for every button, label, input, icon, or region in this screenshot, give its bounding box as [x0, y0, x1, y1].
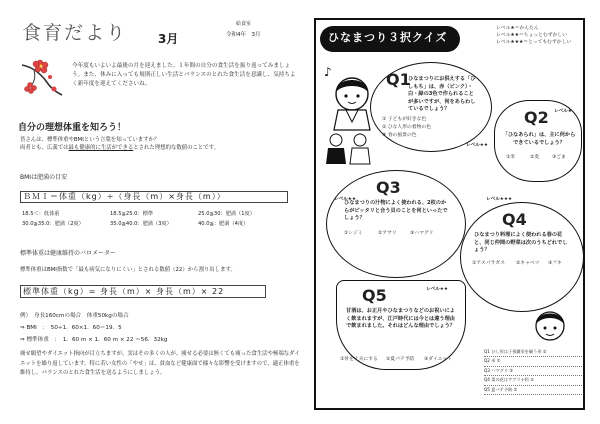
- ideal-text-a: 両者とも、広義では: [20, 145, 69, 151]
- legend-item: レベル★★★＝とってもむずかしい: [496, 40, 572, 45]
- q3-option: ②アサリ: [378, 231, 397, 236]
- legend-item: レベル★＝かんたん: [496, 26, 539, 31]
- q3-option: ①シジミ: [344, 231, 363, 236]
- example-block: [20, 310, 167, 346]
- ideal-text-b: とされた理想的な数値のことです。: [133, 145, 220, 151]
- page-title: 食育だより: [22, 22, 128, 44]
- q4-option: ①アスパラガス: [472, 261, 505, 266]
- q1-question: ひなまつりにお供えする「ひしもち」は、赤（ピンク）・白・緑の3色で作られることが多いですが、何をあらわしているでしょう？: [408, 76, 476, 112]
- answer-item: Q3 ハマグリ ③: [484, 367, 582, 376]
- answer-item: Q2 米 ①: [484, 357, 582, 366]
- q5-level: レベル★★: [426, 287, 449, 292]
- bmi-cell: 35.0≦40.0：肥満（3度）: [110, 221, 172, 227]
- q5-number: Q5: [362, 286, 387, 305]
- legend-item: レベル★★＝ちょっとむずかしい: [496, 33, 567, 38]
- q4-option: ②キャベツ: [516, 261, 540, 266]
- q1-option: ③ 春の風景の色: [382, 133, 417, 138]
- bmi-row: [22, 209, 302, 219]
- q5-option: ③ダイエット: [424, 357, 452, 362]
- q2-level: レベル★: [554, 109, 572, 114]
- answer-item: Q4 菜の花はアブラナ科 ②: [484, 376, 582, 385]
- svg-text:♪: ♪: [324, 65, 332, 79]
- bmi-formula-box: ＢＭＩ＝体重（kg）÷（身長（m）×身長（m））: [20, 191, 288, 203]
- ideal-weight-line-2: [20, 144, 300, 152]
- bmi-table: [22, 209, 302, 229]
- standard-weight-desc: 標準体重はBMI指数で「最も病気になりにくい」とされる数値（22）から割り出します。: [20, 267, 236, 273]
- quiz-title: ひなまつり３択クイズ: [328, 31, 448, 44]
- example-line: ⇒ BMI ： 50÷1．60×1．60＝19．5: [20, 325, 122, 331]
- hina-dolls-icon: [324, 130, 372, 166]
- bmi-heading: BMIは肥満の目安: [20, 174, 68, 181]
- month-label: 3月: [158, 32, 179, 46]
- q3-number: Q3: [376, 178, 401, 197]
- bmi-cell: 40.0≦：肥満（4度）: [198, 221, 249, 227]
- q3-level: レベル★★: [334, 197, 357, 202]
- hina-girl-icon: [322, 62, 376, 132]
- bmi-cell: 18.5＜：低体重: [22, 211, 60, 217]
- q1-level: レベル★★: [466, 143, 489, 148]
- q4-level: レベル★★★: [486, 197, 513, 202]
- q2-question: 「ひなあられ」は、主に何から できているでしょう？: [502, 132, 576, 146]
- intro-text: 今年度もいよいよ最後の月を迎えました。１年間の自分の食生活を振り返ってみましょう。また、休みに入っても規則正しい生活とバランスのとれた食生活を意識し、気持ちよく新年度を迎えてくださいね。: [72, 63, 296, 87]
- example-line: 例） 身長160cmの場合 体重50kgの場合: [20, 313, 129, 319]
- q3-option: ③ハマグリ: [410, 231, 434, 236]
- q4-number: Q4: [502, 210, 527, 229]
- quiz-panel: [314, 18, 585, 410]
- bmi-cell: 30.0≦35.0：肥満（2度）: [22, 221, 84, 227]
- q1-number: Q1: [386, 70, 411, 89]
- q4-question: ひなまつり料理によく使われる春の花と、同じ仲間の野菜は次のうちどれでしょう？: [474, 232, 568, 253]
- ideal-weight-line-1: 皆さんは、標準体重やBMIという言葉を知っていますか？: [20, 137, 160, 143]
- q2-option: ①米: [506, 155, 516, 160]
- q5-option: ②夏バテ予防: [386, 357, 415, 362]
- q4-option: ③フキ: [548, 261, 562, 266]
- answer-list: [484, 348, 582, 395]
- q5-option: ①骨を丈夫にする: [340, 357, 378, 362]
- q1-option: ② ひな人形の着物の色: [382, 125, 431, 130]
- girl-icon: [522, 306, 578, 348]
- bmi-row: [22, 219, 302, 229]
- example-line: ⇒ 標準体重 ： 1．60 m × 1．60 m × 22 ＝56．32kg: [20, 337, 168, 343]
- level-legend: [496, 25, 571, 46]
- q2-number: Q2: [524, 108, 549, 127]
- date-label: 令和4年 3月: [226, 32, 261, 38]
- plum-blossom-icon: [20, 55, 65, 100]
- closing-text: 痩せ願望やダイエット指向が目立ちますが、実はその多くの人が、痩せる必要は無くても痩った食生活や極端なダイエットを繰り返しています。特に若い女性の「やせ」は、貧血など健康面で様々な影響を受けますので、適正体重を維持し、バランスのとれた食生活を送るようにしましょう。: [20, 351, 300, 376]
- q2-option: ②麦: [530, 155, 540, 160]
- answer-item: Q1 ひし形は子孫繁栄を願う形 ①: [484, 348, 582, 357]
- answer-item: Q5 夏バテ予防 ②: [484, 386, 582, 395]
- bmi-cell: 25.0≦30：肥満（1度）: [198, 211, 255, 217]
- ideal-text-underlined: 最も健康的に生活ができる: [68, 145, 134, 151]
- q2-option: ③ごま: [552, 155, 566, 160]
- ideal-weight-text: [20, 136, 300, 152]
- standard-weight-heading: 標準体重は健康維持のバロメーター: [20, 250, 117, 257]
- ideal-weight-heading: 自分の理想体重を知ろう！: [18, 123, 127, 133]
- q3-question: ひなまつりの汁物によく使われる、2枚のからがピッタリと合う貝のことを何といったでしょう？: [344, 200, 448, 221]
- q1-option: ① 子どもが好きな色: [382, 117, 427, 122]
- department-label: 給食室: [236, 21, 252, 27]
- standard-weight-formula-box: 標準体重（kg）= 身長（m）× 身長（m）× 22: [20, 285, 266, 298]
- q5-question: 甘酒は、お正月やひなまつりなどのお祝いによく飲まれますが、江戸時代には今とは違う理由で飲まれました。それはどんな理由でしょう？: [346, 308, 455, 329]
- bmi-cell: 18.5≦25.0：標準: [110, 211, 154, 217]
